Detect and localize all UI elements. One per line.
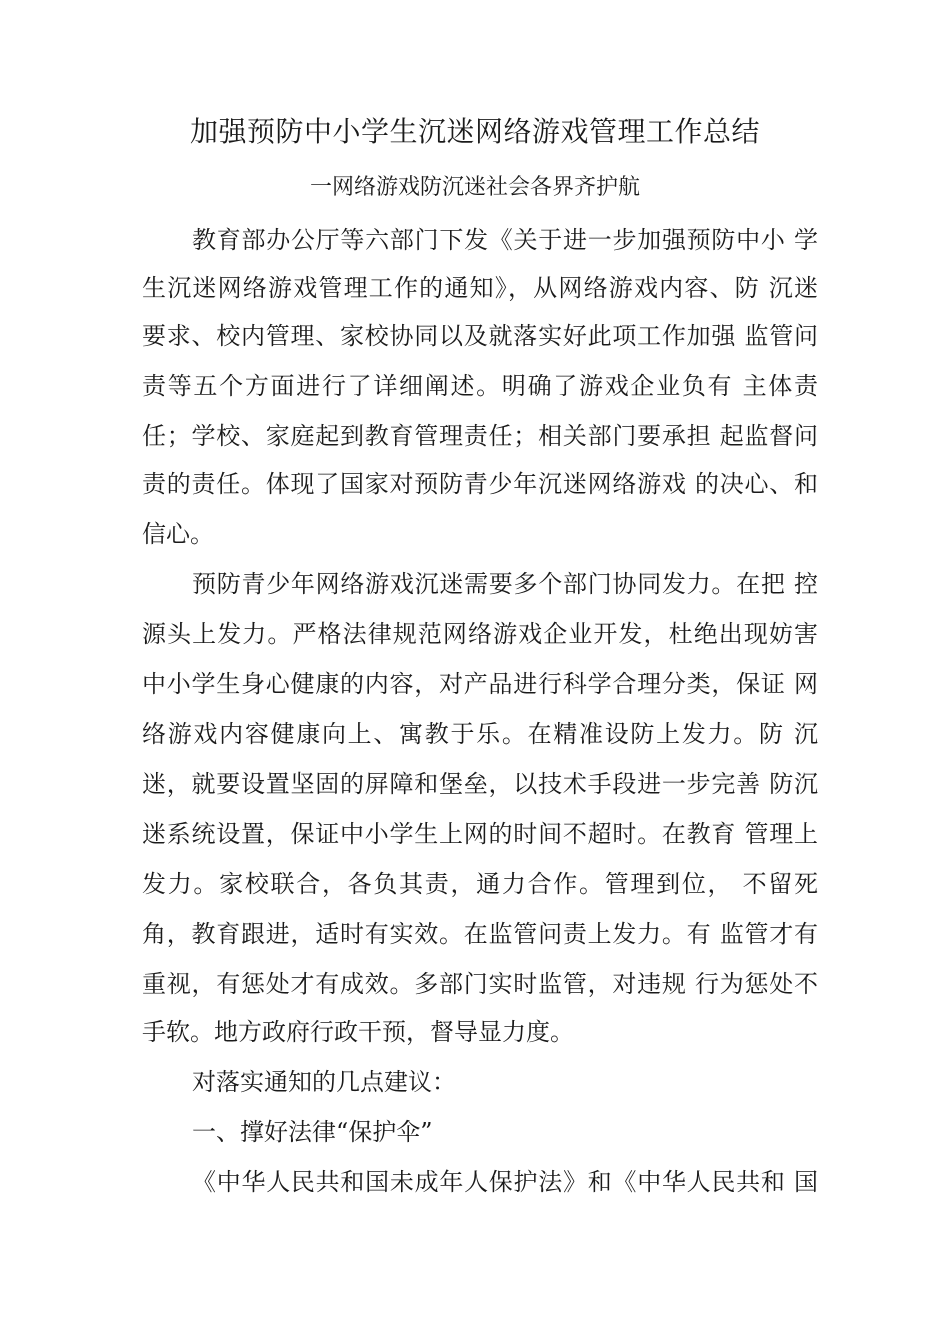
- paragraph-line: 迷，就要设置坚固的屏障和堡垒，以技术手段进一步完善 防沉: [142, 770, 818, 798]
- paragraph-line: 教育部办公厅等六部门下发《关于进一步加强预防中小 学: [192, 226, 818, 254]
- document-title: 加强预防中小学生沉迷网络游戏管理工作总结: [189, 115, 760, 148]
- paragraph-line: 责的责任。体现了国家对预防青少年沉迷网络游戏 的决心、和: [142, 470, 818, 498]
- paragraph-line: 发力。家校联合，各负其责，通力合作。管理到位， 不留死: [142, 870, 818, 898]
- document-subtitle: 一网络游戏防沉迷社会各界齐护航: [309, 175, 640, 200]
- paragraph-line: 重视，有惩处才有成效。多部门实时监管，对违规 行为惩处不: [142, 970, 818, 998]
- paragraph-line: 责等五个方面进行了详细阐述。明确了游戏企业负有 主体责: [142, 372, 818, 400]
- section-intro: 对落实通知的几点建议：: [192, 1068, 456, 1096]
- paragraph-line: 《中华人民共和国未成年人保护法》和《中华人民共和 国: [192, 1168, 818, 1196]
- paragraph-line: 源头上发力。严格法律规范网络游戏企业开发，杜绝出现妨害: [142, 620, 818, 648]
- paragraph-line: 中小学生身心健康的内容，对产品进行科学合理分类，保证 网: [142, 670, 818, 698]
- paragraph-line: 要求、校内管理、家校协同以及就落实好此项工作加强 监管问: [142, 322, 818, 350]
- paragraph-line: 信心。: [142, 520, 214, 548]
- paragraph-line: 手软。地方政府行政干预，督导显力度。: [142, 1018, 574, 1046]
- paragraph-line: 生沉迷网络游戏管理工作的通知》，从网络游戏内容、防 沉迷: [142, 274, 818, 302]
- section-heading: 一、撑好法律“保护伞”: [192, 1118, 433, 1146]
- paragraph-line: 络游戏内容健康向上、寓教于乐。在精准设防上发力。防 沉: [142, 720, 818, 748]
- paragraph-line: 角，教育跟进，适时有实效。在监管问责上发力。有 监管才有: [142, 920, 818, 948]
- paragraph-line: 迷系统设置，保证中小学生上网的时间不超时。在教育 管理上: [142, 820, 818, 848]
- paragraph-line: 任；学校、家庭起到教育管理责任；相关部门要承担 起监督问: [142, 422, 818, 450]
- paragraph-line: 预防青少年网络游戏沉迷需要多个部门协同发力。在把 控: [192, 570, 818, 598]
